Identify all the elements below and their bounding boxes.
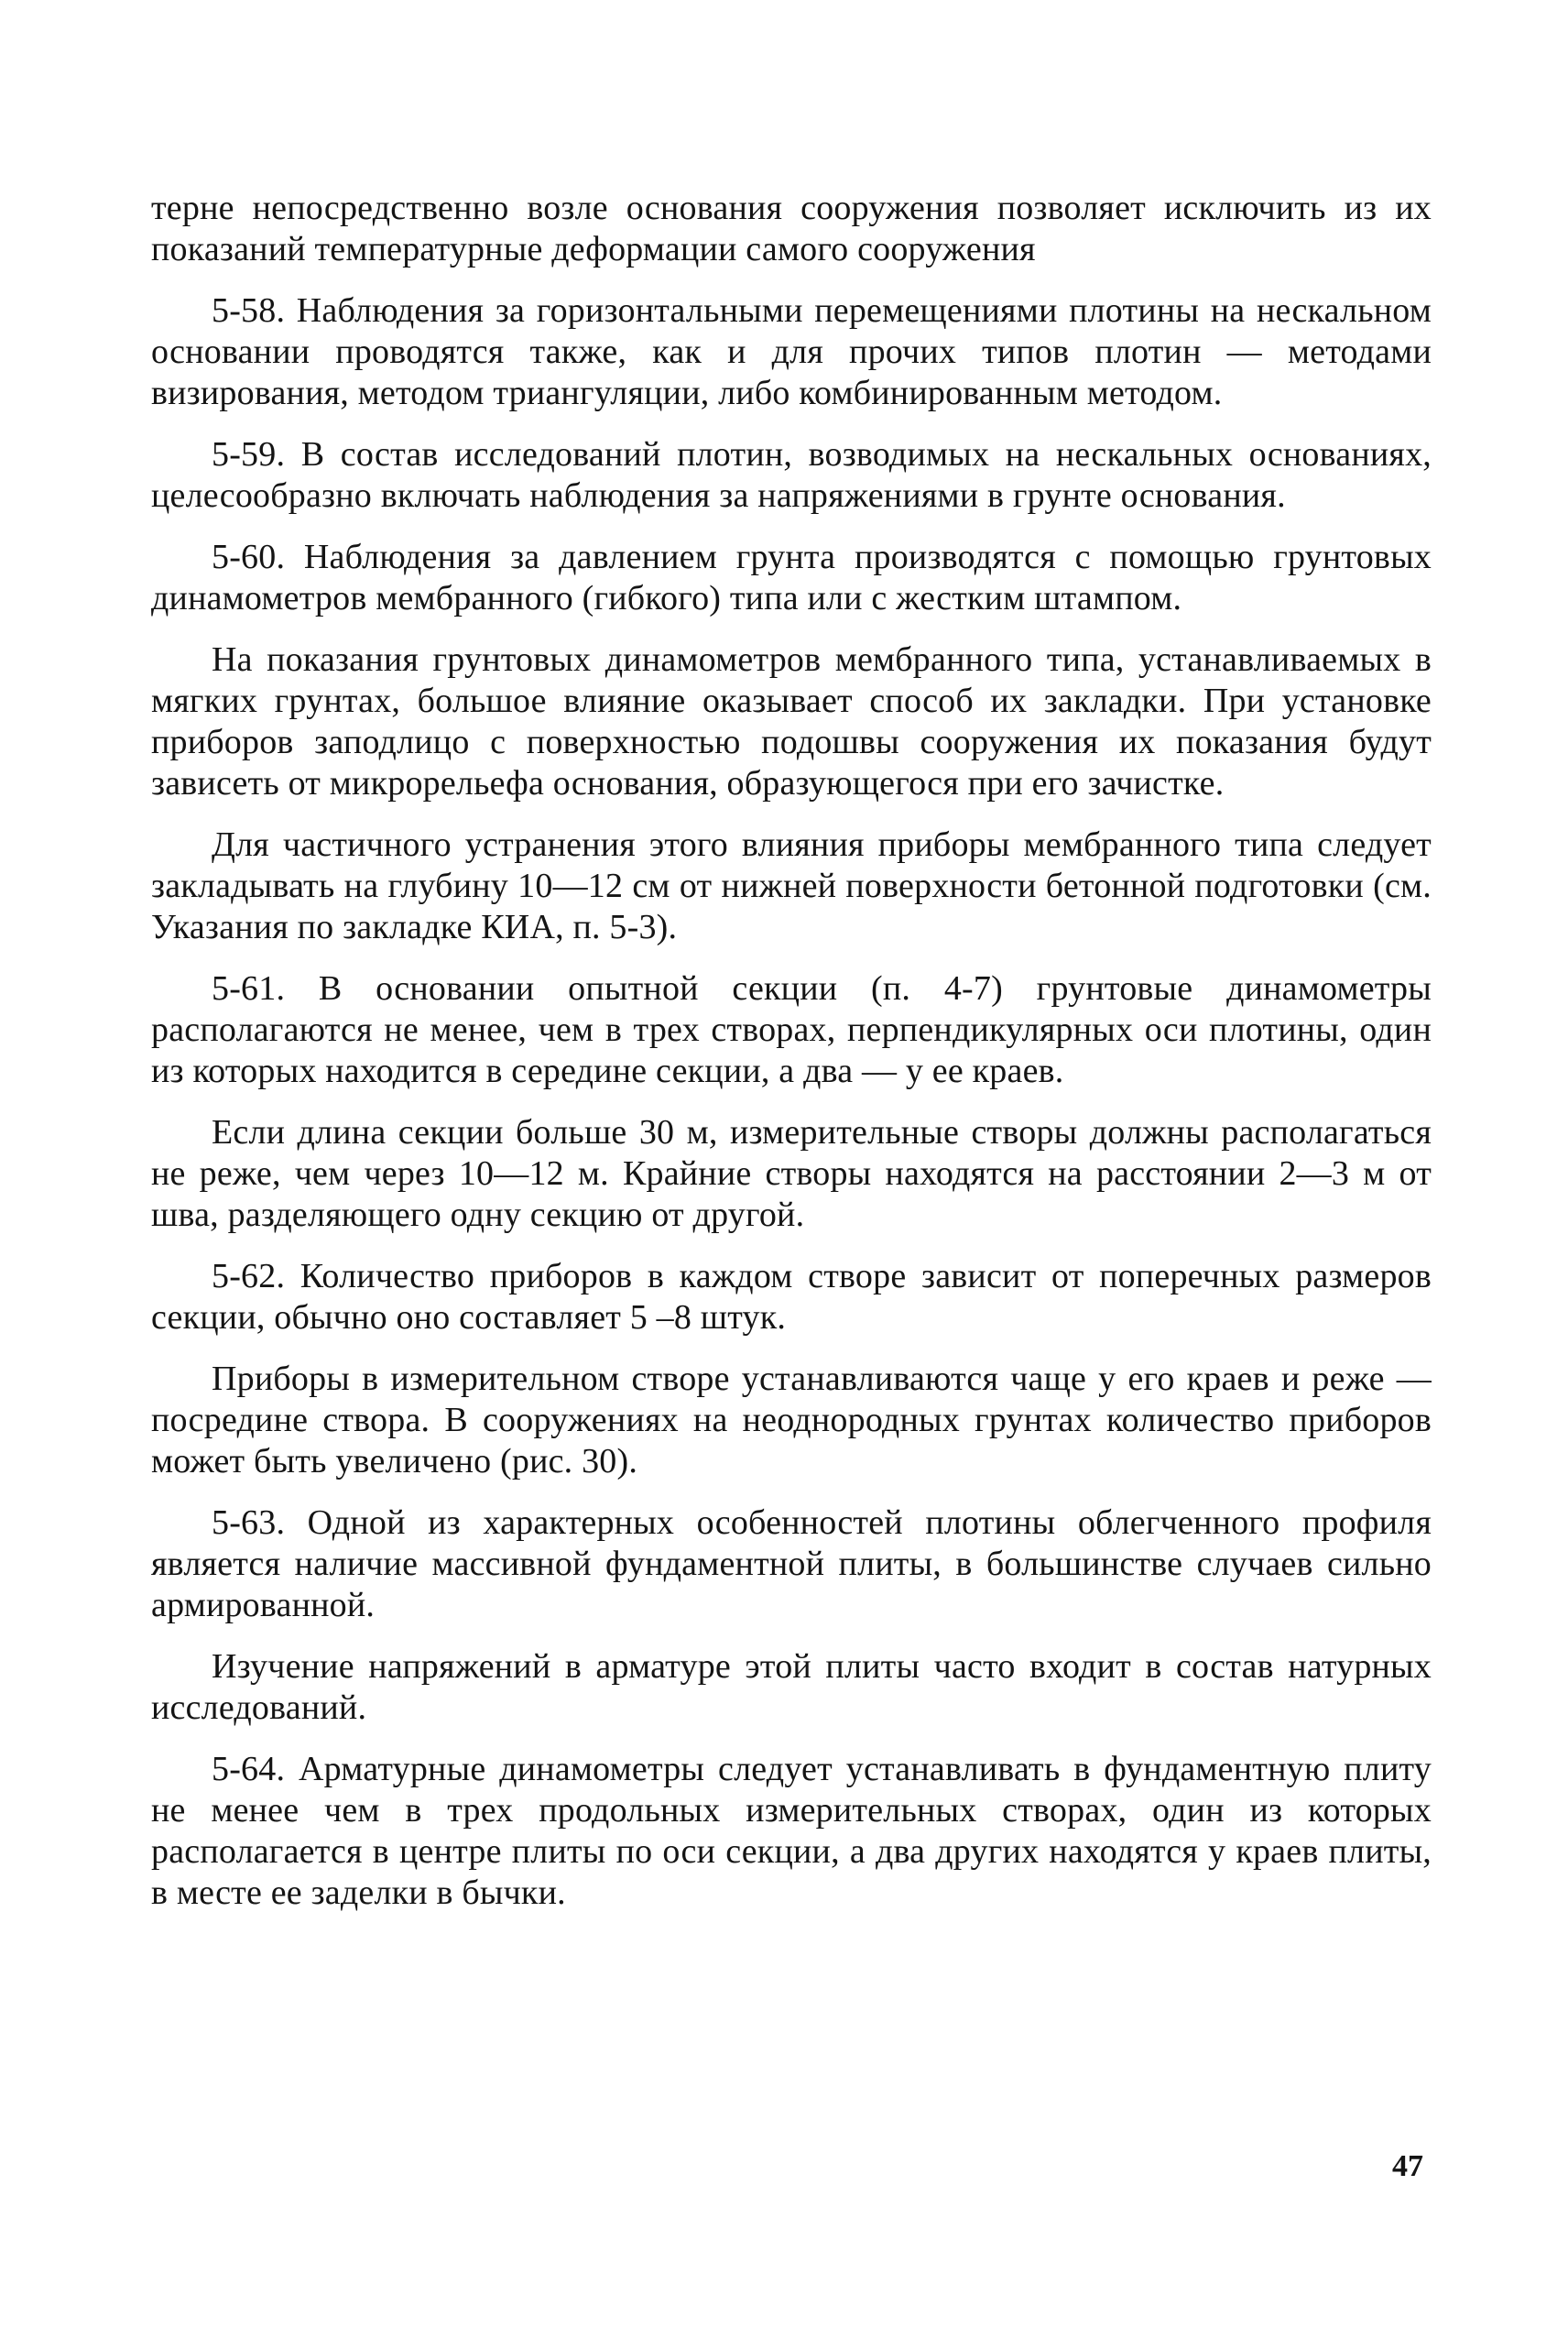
paragraph-5-60: 5-60. Наблюдения за давлением грунта производятся с помощью грунтовых динамометров мембранного (гибкого) типа или с жестким штампом. (151, 538, 1432, 617)
paragraph-membrane-readings: На показания грунтовых динамометров мембранного типа, устанавливаемых в мягких грунтах, большое влияние оказывает способ их закладки. При установке приборов заподлицо с поверхностью подошвы сооружения их показания будут зависеть от микрорельефа основания, образующегося при его зачистке. (151, 640, 1432, 803)
paragraph-5-58: 5-58. Наблюдения за горизонтальными перемещениями плотины на нескальном основании проводятся также, как и для прочих типов плотин — методами визирования, методом триангуляции, либо комбинированным методом. (151, 291, 1432, 412)
text-column (151, 188, 1432, 1934)
paragraph-continuation: терне непосредственно возле основания сооружения позволяет исключить из их показаний температурные деформации самого сооружения (151, 189, 1432, 268)
paragraph-5-61: 5-61. В основании опытной секции (п. 4-7) грунтовые динамометры располагаются не менее, чем в трех створах, перпендикулярных оси плотины, один из которых находится в середине секции, а два — у ее краев. (151, 969, 1432, 1090)
paragraph-5-62: 5-62. Количество приборов в каждом створе зависит от поперечных размеров секции, обычно оно составляет 5 –8 штук. (151, 1257, 1432, 1337)
paragraph-partial-elimination: Для частичного устранения этого влияния приборы мембранного типа следует закладывать на глубину 10—12 см от нижней поверхности бетонной подготовки (см. Указания по закладке КИА, п. 5-3). (151, 825, 1432, 946)
page-number: 47 (1392, 2149, 1423, 2183)
paragraph-5-63: 5-63. Одной из характерных особенностей плотины облегченного профиля является наличие массивной фундаментной плиты, в большинстве случаев сильно армированной. (151, 1503, 1432, 1624)
paragraph-reinforcement-stress: Изучение напряжений в арматуре этой плиты часто входит в состав натурных исследований. (151, 1647, 1432, 1727)
paragraph-5-64: 5-64. Арматурные динамометры следует устанавливать в фундаментную плиту не менее чем в трех продольных измерительных створах, один из которых располагается в центре плиты по оси секции, а два других находятся у краев плиты, в месте ее заделки в бычки. (151, 1750, 1432, 1912)
paragraph-section-length: Если длина секции больше 30 м, измерительные створы должны располагаться не реже, чем через 10—12 м. Крайние створы находятся на расстоянии 2—3 м от шва, разделяющего одну секцию от другой. (151, 1113, 1432, 1234)
paragraph-5-59: 5-59. В состав исследований плотин, возводимых на нескальных основаниях, целесообразно включать наблюдения за напряжениями в грунте основания. (151, 435, 1432, 515)
paragraph-device-placement: Приборы в измерительном створе устанавливаются чаще у его краев и реже — посредине створа. В сооружениях на неоднородных грунтах количество приборов может быть увеличено (рис. 30). (151, 1360, 1432, 1480)
